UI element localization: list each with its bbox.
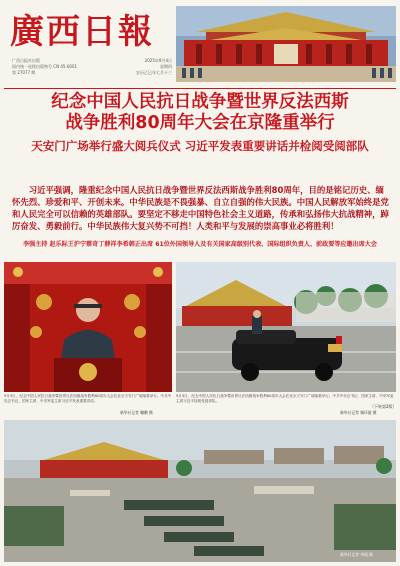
attendees-line: 李强主持 赵乐际王沪宁蔡奇丁薛祥李希韩正出席 61位外国领导人及有关国家高级别代表、国际组织负责人、前政要等应邀出席大会	[23, 241, 377, 248]
subheadline: 天安门广场举行盛大阅兵仪式 习近平发表重要讲话并检阅受阅部队	[31, 139, 369, 153]
photo-review-car	[176, 262, 396, 392]
photo-parade-square	[4, 420, 396, 562]
headline-line-2: 战争胜利80周年大会在京隆重举行	[65, 113, 335, 133]
publisher: 广西日报社出版	[12, 58, 40, 63]
lead-paragraph: 习近平强调，隆重纪念中国人民抗日战争暨世界反法西斯战争胜利80周年，目的是铭记历史、缅怀先烈、珍爱和平、开创未来。中华民族是不畏强暴、自立自强的伟大民族。中国人民解放军始终是党和人民完全可以信赖的英雄部队。要坚定不移走中国特色社会主义道路，传承和弘扬伟大抗战精神，踔厉奋发、勇毅前行。中华民族伟大复兴势不可挡！人类和平与发展的崇高事业必将胜利！	[12, 185, 389, 231]
publication-number: 国内统一连续出版物号 CN 45-0001	[12, 64, 78, 69]
headline-line-1: 纪念中国人民抗日战争暨世界反法西斯	[51, 92, 349, 112]
issue-date: 2025年9月4日	[144, 58, 172, 63]
continued-note: （下转第2版）	[370, 404, 397, 409]
masthead-meta	[12, 58, 172, 76]
credit-photo-review-car: 新华社记者 谢环驰 摄	[340, 410, 377, 415]
newspaper-logo: 廣西日報	[10, 12, 154, 52]
photo-speech	[4, 262, 172, 392]
masthead	[4, 4, 396, 84]
credit-photo-parade: 新华社记者 李刚 摄	[340, 552, 373, 557]
weekday: 星期四	[160, 64, 172, 69]
caption-photo-review-car: 9月3日，纪念中国人民抗日战争暨世界反法西斯战争胜利80周年大会在北京天安门广场隆重举行。中共中央总书记、国家主席、中央军委主席习近平检阅受阅部队。	[176, 394, 394, 403]
credit-photo-speech: 新华社记者 鞠鹏 摄	[120, 410, 153, 415]
caption-photo-speech: 9月3日，纪念中国人民抗日战争暨世界反法西斯战争胜利80周年大会在北京天安门广场隆重举行。中共中央总书记、国家主席、中央军委主席习近平发表重要讲话。	[4, 394, 172, 403]
masthead-photo-tiananmen	[176, 6, 396, 82]
masthead-divider	[4, 88, 396, 89]
lunar-date: 农历乙巳年七月十三	[136, 70, 172, 75]
headline-block	[4, 92, 396, 154]
issue-number: 第 27077 期	[12, 70, 36, 75]
